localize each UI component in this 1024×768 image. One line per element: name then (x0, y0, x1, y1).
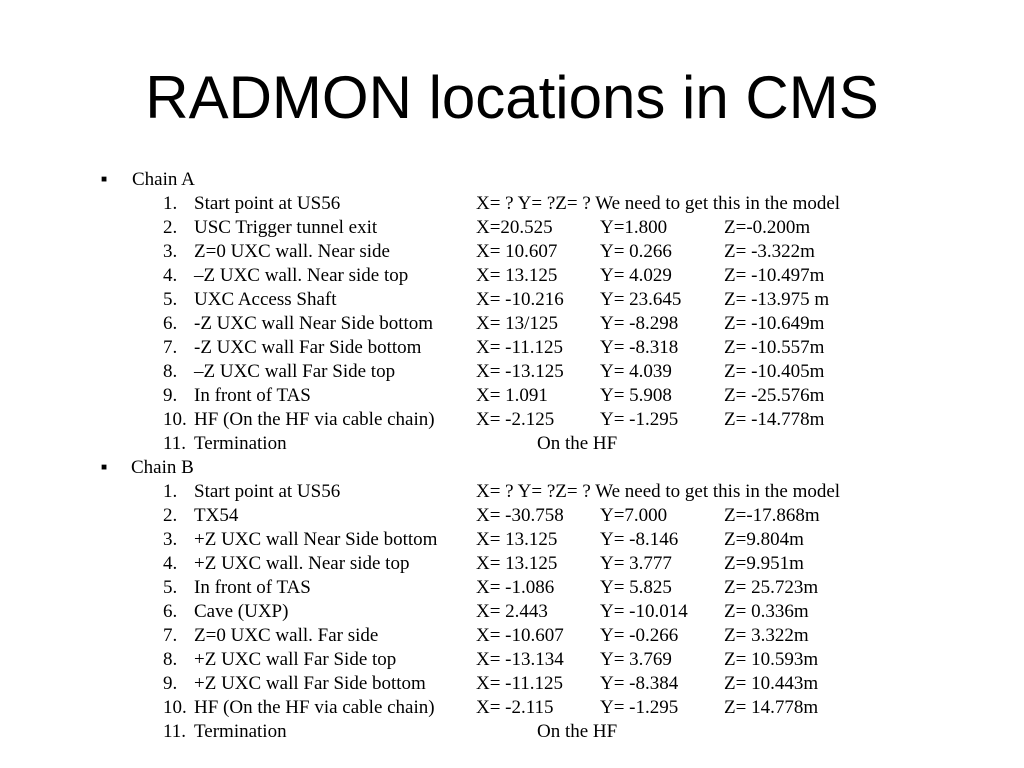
list-item (100, 312, 900, 336)
item-number: 2. (163, 217, 178, 238)
item-x-coordinate: X= -11.125 (476, 673, 564, 694)
item-x-coordinate: X= 10.607 (476, 241, 558, 262)
list-item (100, 624, 900, 648)
item-number: 9. (163, 673, 178, 694)
list-item (100, 600, 900, 624)
item-z-coordinate: Z= 10.593m (724, 649, 819, 670)
item-location: Z=0 UXC wall. Near side (194, 241, 390, 262)
item-number: 1. (163, 193, 178, 214)
item-termination-note: On the HF (537, 721, 618, 742)
item-y-coordinate: Y= -8.298 (600, 313, 679, 334)
item-x-coordinate: X= -13.134 (476, 649, 564, 670)
list-item (100, 264, 900, 288)
item-location: In front of TAS (194, 577, 311, 598)
item-termination-note: On the HF (537, 433, 618, 454)
item-z-coordinate: Z= -10.497m (724, 265, 825, 286)
item-y-coordinate: Y= 0.266 (600, 241, 672, 262)
item-y-coordinate: Y= 3.777 (600, 553, 672, 574)
bullet-icon: ■ (101, 462, 108, 473)
item-location: Termination (194, 433, 287, 454)
item-z-coordinate: Z= -25.576m (724, 385, 825, 406)
item-number: 6. (163, 313, 178, 334)
item-y-coordinate: Y= -8.146 (600, 529, 679, 550)
item-z-coordinate: Z=-0.200m (724, 217, 811, 238)
item-number: 8. (163, 361, 178, 382)
item-y-coordinate: Y=1.800 (600, 217, 668, 238)
list-item (100, 432, 900, 456)
item-x-coordinate: X= -10.607 (476, 625, 564, 646)
item-x-coordinate: X= 13.125 (476, 529, 558, 550)
item-location: +Z UXC wall. Near side top (194, 553, 410, 574)
item-number: 10. (163, 697, 187, 718)
item-x-coordinate: X= -30.758 (476, 505, 564, 526)
item-number: 4. (163, 265, 178, 286)
item-location: –Z UXC wall Far Side top (194, 361, 396, 382)
item-z-coordinate: Z= 10.443m (724, 673, 819, 694)
item-location: +Z UXC wall Far Side bottom (194, 673, 426, 694)
item-y-coordinate: Y= 5.908 (600, 385, 672, 406)
item-x-coordinate: X= -11.125 (476, 337, 564, 358)
item-number: 9. (163, 385, 178, 406)
list-item (100, 360, 900, 384)
item-number: 2. (163, 505, 178, 526)
item-location: -Z UXC wall Near Side bottom (194, 313, 434, 334)
item-location: -Z UXC wall Far Side bottom (194, 337, 422, 358)
item-number: 6. (163, 601, 178, 622)
item-y-coordinate: Y= -8.384 (600, 673, 679, 694)
item-y-coordinate: Y= -1.295 (600, 697, 679, 718)
list-item (100, 528, 900, 552)
chain-a-heading (100, 168, 900, 192)
item-location: +Z UXC wall Near Side bottom (194, 529, 438, 550)
item-z-coordinate: Z= -3.322m (724, 241, 815, 262)
item-z-coordinate: Z=9.951m (724, 553, 804, 574)
list-item (100, 552, 900, 576)
item-y-coordinate: Y= 23.645 (600, 289, 682, 310)
item-y-coordinate: Y= 5.825 (600, 577, 672, 598)
item-y-coordinate: Y= -10.014 (600, 601, 688, 622)
list-item (100, 192, 900, 216)
item-z-coordinate: Z= -10.649m (724, 313, 825, 334)
item-z-coordinate: Z= 0.336m (724, 601, 809, 622)
item-location: +Z UXC wall Far Side top (194, 649, 397, 670)
list-item (100, 240, 900, 264)
item-location: Termination (194, 721, 287, 742)
item-z-coordinate: Z= -14.778m (724, 409, 825, 430)
item-number: 5. (163, 289, 178, 310)
item-location: UXC Access Shaft (194, 289, 337, 310)
chain-label: Chain A (132, 169, 195, 190)
item-x-coordinate: X= -13.125 (476, 361, 564, 382)
list-item (100, 504, 900, 528)
list-item (100, 408, 900, 432)
list-item (100, 384, 900, 408)
chain-label: Chain B (131, 457, 194, 478)
item-y-coordinate: Y= -0.266 (600, 625, 679, 646)
item-y-coordinate: Y= 4.029 (600, 265, 672, 286)
item-number: 4. (163, 553, 178, 574)
item-z-coordinate: Z= 25.723m (724, 577, 819, 598)
list-item (100, 696, 900, 720)
list-item (100, 336, 900, 360)
item-y-coordinate: Y= 4.039 (600, 361, 672, 382)
item-x-coordinate: X= 2.443 (476, 601, 548, 622)
chain-b-heading (100, 456, 900, 480)
item-location: Cave (UXP) (194, 601, 289, 622)
item-x-coordinate: X= -10.216 (476, 289, 564, 310)
item-x-coordinate: X= 1.091 (476, 385, 548, 406)
list-item (100, 480, 900, 504)
item-location: HF (On the HF via cable chain) (194, 409, 435, 430)
item-note: X= ? Y= ?Z= ? We need to get this in the model (476, 193, 841, 214)
item-location: USC Trigger tunnel exit (194, 217, 378, 238)
item-number: 7. (163, 625, 178, 646)
item-y-coordinate: Y= -8.318 (600, 337, 679, 358)
item-location: –Z UXC wall. Near side top (194, 265, 409, 286)
list-item (100, 648, 900, 672)
item-z-coordinate: Z= -10.557m (724, 337, 825, 358)
item-number: 7. (163, 337, 178, 358)
slide-content (100, 168, 900, 744)
item-z-coordinate: Z= -13.975 m (724, 289, 830, 310)
item-note: X= ? Y= ?Z= ? We need to get this in the model (476, 481, 841, 502)
item-number: 3. (163, 241, 178, 262)
item-x-coordinate: X= 13.125 (476, 265, 558, 286)
list-item (100, 576, 900, 600)
item-number: 10. (163, 409, 187, 430)
item-location: Start point at US56 (194, 193, 341, 214)
item-location: TX54 (194, 505, 239, 526)
list-item (100, 672, 900, 696)
item-number: 3. (163, 529, 178, 550)
item-location: HF (On the HF via cable chain) (194, 697, 435, 718)
item-x-coordinate: X= -2.115 (476, 697, 554, 718)
item-x-coordinate: X= -1.086 (476, 577, 555, 598)
item-location: In front of TAS (194, 385, 311, 406)
item-z-coordinate: Z= 3.322m (724, 625, 809, 646)
item-z-coordinate: Z=9.804m (724, 529, 804, 550)
item-y-coordinate: Y= -1.295 (600, 409, 679, 430)
item-x-coordinate: X= 13/125 (476, 313, 558, 334)
item-location: Start point at US56 (194, 481, 341, 502)
list-item (100, 720, 900, 744)
list-item (100, 288, 900, 312)
item-location: Z=0 UXC wall. Far side (194, 625, 379, 646)
item-z-coordinate: Z=-17.868m (724, 505, 820, 526)
item-number: 11. (163, 433, 187, 454)
item-number: 8. (163, 649, 178, 670)
item-y-coordinate: Y=7.000 (600, 505, 668, 526)
list-item (100, 216, 900, 240)
item-number: 1. (163, 481, 178, 502)
bullet-icon: ■ (101, 174, 108, 185)
item-y-coordinate: Y= 3.769 (600, 649, 672, 670)
slide-title: RADMON locations in CMS (145, 64, 879, 131)
item-x-coordinate: X=20.525 (476, 217, 553, 238)
item-number: 11. (163, 721, 187, 742)
item-x-coordinate: X= 13.125 (476, 553, 558, 574)
item-z-coordinate: Z= 14.778m (724, 697, 819, 718)
item-number: 5. (163, 577, 178, 598)
item-x-coordinate: X= -2.125 (476, 409, 555, 430)
item-z-coordinate: Z= -10.405m (724, 361, 825, 382)
